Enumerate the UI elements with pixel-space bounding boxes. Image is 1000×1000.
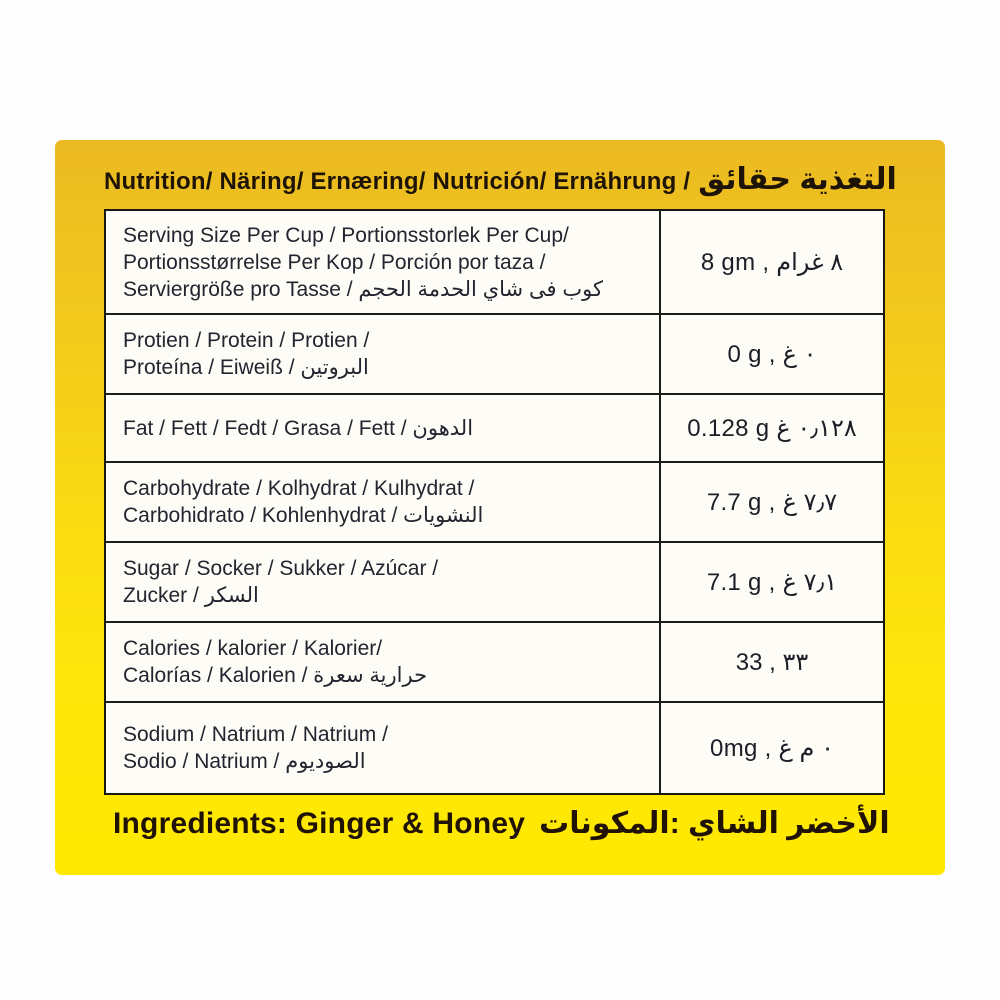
nutrient-label-line: Zucker / السكر: [123, 584, 259, 607]
table-row-sodium: [106, 703, 883, 793]
nutrient-label-line: Protien / Protein / Protien /: [123, 329, 370, 352]
nutrient-value: 7.7 g , ٧٫٧ غ: [706, 488, 838, 516]
nutrient-label-line: Serviergröße pro Tasse / كوب فى شاي الحدمة الحجم: [123, 277, 603, 301]
nutrient-value: 33 , ٣٣: [735, 648, 809, 676]
nutrient-label-cell: [106, 463, 661, 541]
nutrient-value: 7.1 g , ٧٫١ غ: [706, 568, 838, 596]
nutrient-label-line: Proteína / Eiweiß / البروتين: [123, 356, 369, 379]
nutrient-value-cell: [661, 395, 883, 461]
table-row-sugar: [106, 543, 883, 623]
nutrient-label-cell: [106, 395, 661, 461]
nutrient-label-cell: [106, 543, 661, 621]
nutrient-value: 0 g , ٠ غ: [727, 340, 817, 368]
nutrient-label-cell: [106, 211, 661, 313]
nutrient-value-cell: [661, 315, 883, 393]
nutrient-label-line: Serving Size Per Cup / Portionsstorlek Per Cup/: [123, 223, 569, 247]
nutrient-label-line: Calories / kalorier / Kalorier/: [123, 637, 383, 660]
nutrient-label-cell: [106, 623, 661, 701]
table-row-carbohydrate: [106, 463, 883, 543]
nutrient-value: 0mg , ٠ م غ: [710, 734, 834, 762]
nutrition-title: [104, 162, 896, 197]
nutrient-value: 0.128 g ٠٫١٢٨ غ: [687, 414, 857, 442]
nutrition-label: [55, 140, 945, 875]
nutrient-label-line: Sugar / Socker / Sukker / Azúcar /: [123, 557, 439, 580]
nutrient-value-cell: [661, 463, 883, 541]
nutrient-value-cell: [661, 623, 883, 701]
table-row-serving-size: [106, 211, 883, 315]
ingredients-latin: Ingredients: Ginger & Honey: [113, 807, 526, 840]
ingredients-arabic: الأخضر الشاي :المكونات: [539, 807, 890, 840]
nutrient-value-cell: [661, 211, 883, 313]
nutrient-label-line: Carbohidrato / Kohlenhydrat / النشويات: [123, 504, 484, 527]
nutrient-label-line: Sodio / Natrium / الصوديوم: [123, 750, 366, 773]
nutrient-value-cell: [661, 703, 883, 793]
ingredients-line: [113, 806, 897, 841]
table-row-calories: [106, 623, 883, 703]
nutrition-title-arabic: التغذية حقائق: [698, 163, 897, 196]
nutrient-label-line: Carbohydrate / Kolhydrat / Kulhydrat /: [123, 477, 475, 500]
nutrition-table: [104, 209, 885, 795]
nutrient-value: 8 gm , ٨ غرام: [700, 248, 844, 276]
nutrient-label-line: Calorías / Kalorien / حرارية سعرة: [123, 664, 428, 687]
nutrient-label-line: Portionsstørrelse Per Kop / Porción por taza /: [123, 250, 546, 274]
nutrient-label-cell: [106, 703, 661, 793]
nutrient-label-cell: [106, 315, 661, 393]
nutrient-label-line: Sodium / Natrium / Natrium /: [123, 723, 388, 746]
table-row-fat: [106, 395, 883, 463]
nutrient-value-cell: [661, 543, 883, 621]
table-row-protein: [106, 315, 883, 395]
nutrient-label-line: Fat / Fett / Fedt / Grasa / Fett / الدهون: [123, 416, 474, 440]
nutrition-title-latin: Nutrition/ Näring/ Ernæring/ Nutrición/ Ernährung /: [104, 168, 691, 195]
